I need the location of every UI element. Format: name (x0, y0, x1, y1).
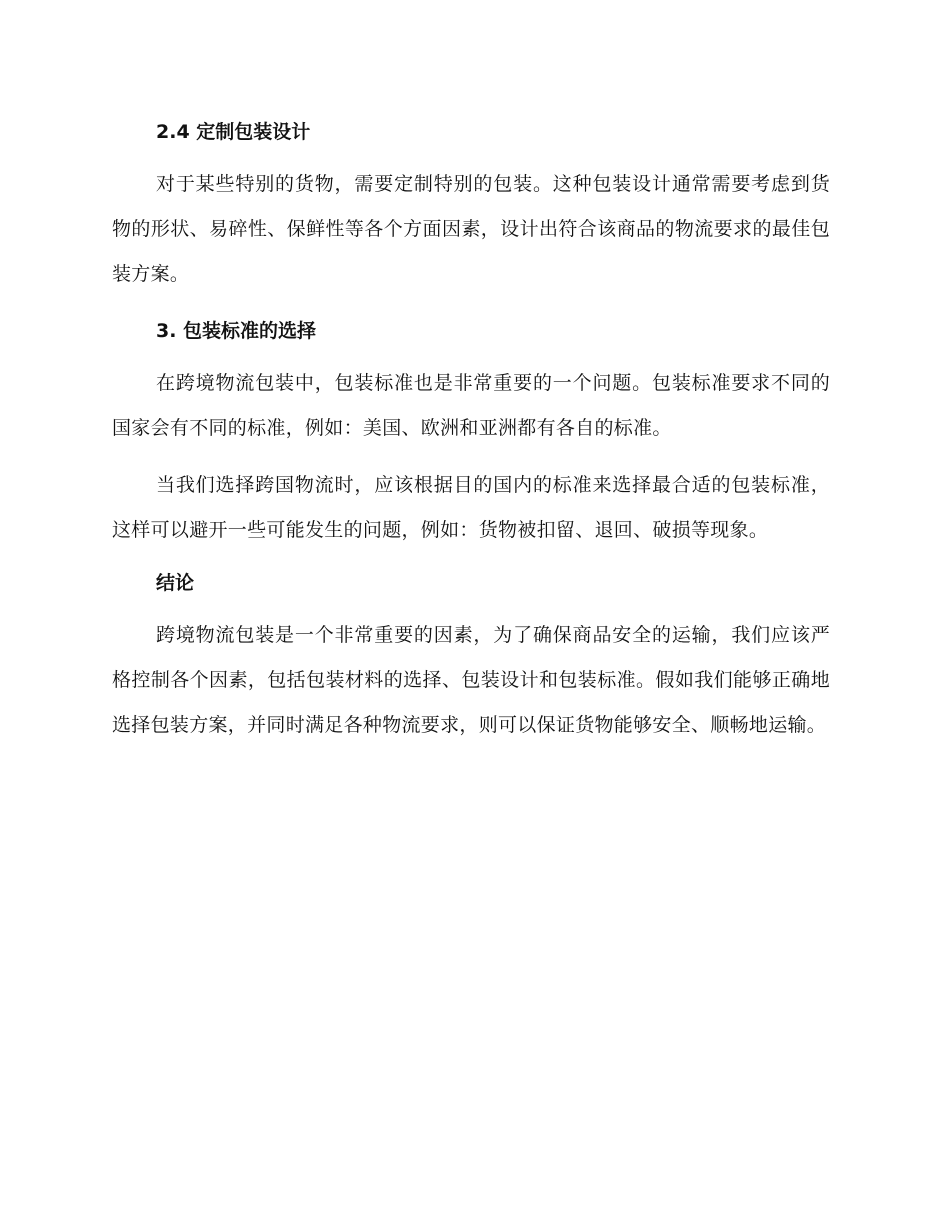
document-page (112, 112, 830, 748)
paragraph-custom-packaging: 对于某些特别的货物，需要定制特别的包装。这种包装设计通常需要考虑到货物的形状、易碎性、保鲜性等各个方面因素，设计出符合该商品的物流要求的最佳包装方案。 (112, 173, 830, 285)
paragraph-conclusion: 跨境物流包装是一个非常重要的因素，为了确保商品安全的运输，我们应该严格控制各个因素，包括包装材料的选择、包装设计和包装标准。假如我们能够正确地选择包装方案，并同时满足各种物流要求，则可以保证货物能够安全、顺畅地运输。 (112, 624, 830, 736)
section-heading-custom-packaging: 2.4 定制包装设计 (156, 121, 311, 143)
paragraph-standards-2: 当我们选择跨国物流时，应该根据目的国内的标准来选择最合适的包装标准，这样可以避开一些可能发生的问题，例如：货物被扣留、退回、破损等现象。 (112, 474, 830, 541)
section-heading-packaging-standards: 3. 包装标准的选择 (156, 320, 317, 342)
section-heading-conclusion: 结论 (156, 572, 195, 594)
paragraph-standards-1: 在跨境物流包装中，包装标准也是非常重要的一个问题。包装标准要求不同的国家会有不同的标准，例如：美国、欧洲和亚洲都有各自的标准。 (112, 372, 830, 439)
